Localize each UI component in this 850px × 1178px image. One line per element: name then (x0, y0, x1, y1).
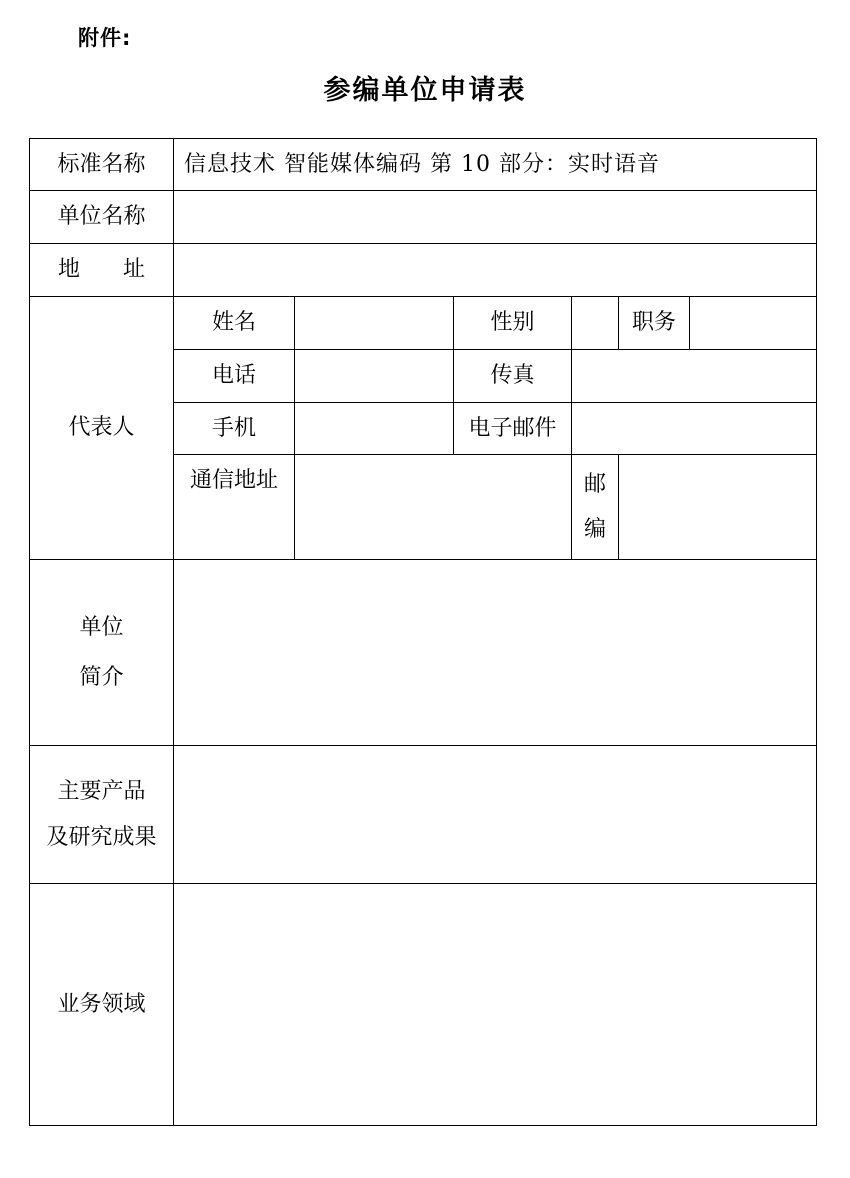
representative-label: 代表人 (29, 296, 174, 560)
position-label: 职务 (618, 296, 690, 350)
postcode-label-line2: 编 (583, 517, 606, 542)
postcode-label (571, 454, 619, 560)
postcode-label-line1: 邮 (583, 471, 606, 497)
mobile-label: 手机 (173, 402, 295, 455)
unit-intro-label-line2: 简介 (79, 664, 124, 690)
standard-name-label: 标准名称 (29, 138, 174, 191)
unit-name-label: 单位名称 (29, 190, 174, 244)
unit-name-field[interactable] (173, 190, 817, 244)
mobile-field[interactable] (294, 402, 454, 455)
mail-address-field[interactable] (294, 454, 572, 560)
form-title: 参编单位申请表 (323, 75, 527, 106)
fax-label: 传真 (453, 349, 572, 403)
standard-name-value: 信息技术 智能媒体编码 第 10 部分：实时语音 (173, 138, 817, 191)
products-label (29, 745, 174, 884)
unit-intro-field[interactable] (173, 559, 817, 746)
name-label: 姓名 (173, 296, 295, 350)
gender-field[interactable] (571, 296, 619, 350)
address-label: 地 址 (29, 243, 174, 297)
phone-field[interactable] (294, 349, 454, 403)
business-area-field[interactable] (173, 883, 817, 1126)
products-field[interactable] (173, 745, 817, 884)
attachment-label: 附件: (78, 26, 132, 50)
fax-field[interactable] (571, 349, 817, 403)
business-area-label: 业务领域 (29, 883, 174, 1126)
products-label-line2: 及研究成果 (46, 824, 157, 850)
products-label-line1: 主要产品 (57, 779, 146, 804)
mail-address-label: 通信地址 (173, 454, 295, 560)
unit-intro-label-line1: 单位 (79, 615, 124, 640)
phone-label: 电话 (173, 349, 295, 403)
position-field[interactable] (689, 296, 817, 350)
email-label: 电子邮件 (453, 402, 572, 455)
email-field[interactable] (571, 402, 817, 455)
gender-label: 性别 (453, 296, 572, 350)
unit-intro-label (29, 559, 174, 746)
name-field[interactable] (294, 296, 454, 350)
postcode-field[interactable] (618, 454, 817, 560)
address-field[interactable] (173, 243, 817, 297)
